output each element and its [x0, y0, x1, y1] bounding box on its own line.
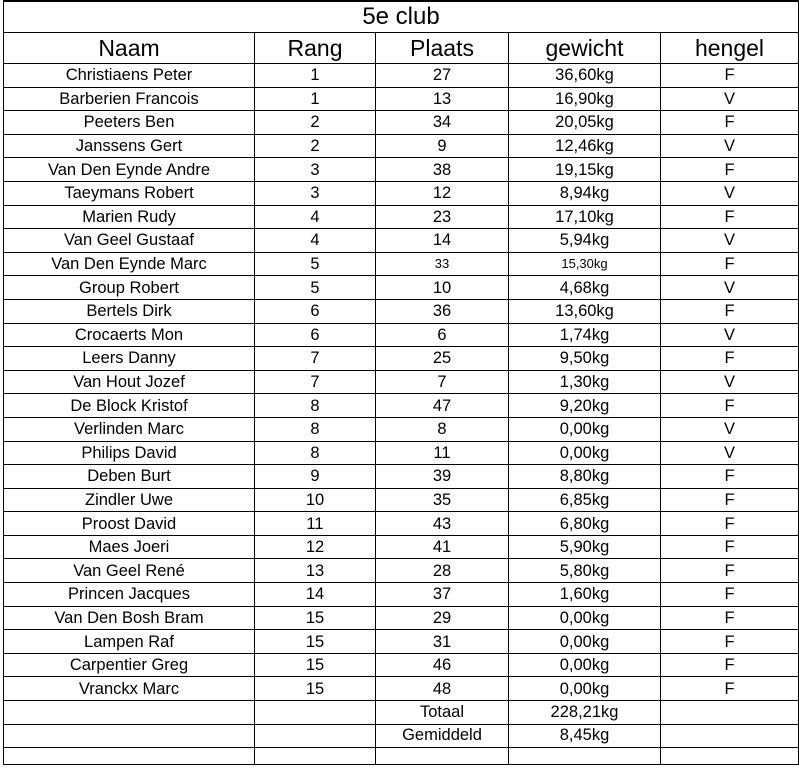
- cell-naam: Group Robert: [4, 276, 255, 300]
- cell-rang: 11: [255, 512, 376, 536]
- table-row: [4, 606, 799, 630]
- cell-plaats: 13: [376, 87, 509, 111]
- table-row: [4, 559, 799, 583]
- cell-naam: Marien Rudy: [4, 205, 255, 229]
- cell-rang: 7: [255, 370, 376, 394]
- cell-plaats: 31: [376, 630, 509, 654]
- summary-value: 228,21kg: [509, 701, 661, 725]
- table-row: [4, 205, 799, 229]
- cell-rang: 1: [255, 64, 376, 88]
- average-row: [4, 724, 799, 748]
- cell-plaats: 41: [376, 535, 509, 559]
- header-plaats: Plaats: [376, 33, 509, 64]
- cell-naam: Zindler Uwe: [4, 488, 255, 512]
- cell-rang: 9: [255, 465, 376, 489]
- table-row: [4, 229, 799, 253]
- cell-gewicht: 8,80kg: [509, 465, 661, 489]
- cell-plaats: 29: [376, 606, 509, 630]
- cell-plaats: 34: [376, 111, 509, 135]
- cell-hengel: F: [661, 205, 799, 229]
- cell-hengel: F: [661, 653, 799, 677]
- cell-naam: Deben Burt: [4, 465, 255, 489]
- cell-hengel: F: [661, 535, 799, 559]
- cell-gewicht: 16,90kg: [509, 87, 661, 111]
- cell-hengel: F: [661, 158, 799, 182]
- cell-naam: Peeters Ben: [4, 111, 255, 135]
- cell-gewicht: 8,94kg: [509, 181, 661, 205]
- cell-gewicht: 5,80kg: [509, 559, 661, 583]
- cell-plaats: 12: [376, 181, 509, 205]
- table-row: [4, 677, 799, 701]
- table-row: [4, 630, 799, 654]
- cell-plaats: 10: [376, 276, 509, 300]
- cell-gewicht: 12,46kg: [509, 134, 661, 158]
- cell-gewicht: 9,20kg: [509, 394, 661, 418]
- cell-gewicht: 0,00kg: [509, 630, 661, 654]
- cell-naam: Taeymans Robert: [4, 181, 255, 205]
- cell-plaats: 48: [376, 677, 509, 701]
- cell-gewicht: 17,10kg: [509, 205, 661, 229]
- cell-hengel: V: [661, 417, 799, 441]
- cell-naam: Verlinden Marc: [4, 417, 255, 441]
- cell-naam: Leers Danny: [4, 347, 255, 371]
- cell-rang: 2: [255, 111, 376, 135]
- cell-gewicht: 9,50kg: [509, 347, 661, 371]
- table-row: [4, 441, 799, 465]
- cell-plaats: 35: [376, 488, 509, 512]
- cell-hengel: F: [661, 394, 799, 418]
- cell-gewicht: 13,60kg: [509, 299, 661, 323]
- cell-rang: 3: [255, 158, 376, 182]
- results-table: [3, 0, 799, 765]
- cell-plaats: 38: [376, 158, 509, 182]
- cell-naam: De Block Kristof: [4, 394, 255, 418]
- cell-naam: Van Geel Gustaaf: [4, 229, 255, 253]
- cell-plaats: 36: [376, 299, 509, 323]
- header-hengel: hengel: [661, 33, 799, 64]
- cell-plaats: 37: [376, 583, 509, 607]
- cell-gewicht: 1,30kg: [509, 370, 661, 394]
- table-row: [4, 87, 799, 111]
- cell-hengel: V: [661, 276, 799, 300]
- cell-rang: 5: [255, 252, 376, 276]
- cell-plaats: 23: [376, 205, 509, 229]
- summary-label: Gemiddeld: [376, 724, 509, 748]
- cell-hengel: F: [661, 64, 799, 88]
- cell-hengel: V: [661, 229, 799, 253]
- cell-plaats: 47: [376, 394, 509, 418]
- cell-naam: Janssens Gert: [4, 134, 255, 158]
- cell-hengel: F: [661, 299, 799, 323]
- cell-naam: Bertels Dirk: [4, 299, 255, 323]
- cell-hengel: F: [661, 252, 799, 276]
- cell-gewicht: 0,00kg: [509, 653, 661, 677]
- cell-gewicht: 0,00kg: [509, 606, 661, 630]
- cell-gewicht: 15,30kg: [509, 252, 661, 276]
- cell-rang: 15: [255, 630, 376, 654]
- empty-cell: [376, 748, 509, 765]
- cell-naam: Van Den Eynde Andre: [4, 158, 255, 182]
- summary-label: Totaal: [376, 701, 509, 725]
- cell-hengel: V: [661, 370, 799, 394]
- header-gewicht: gewicht: [509, 33, 661, 64]
- cell-hengel: F: [661, 606, 799, 630]
- table-row: [4, 299, 799, 323]
- cell-hengel: V: [661, 323, 799, 347]
- cell-plaats: 43: [376, 512, 509, 536]
- cell-hengel: F: [661, 347, 799, 371]
- table-row: [4, 276, 799, 300]
- cell-rang: 5: [255, 276, 376, 300]
- empty-cell: [255, 748, 376, 765]
- cell-rang: 3: [255, 181, 376, 205]
- cell-rang: 2: [255, 134, 376, 158]
- cell-naam: Barberien Francois: [4, 87, 255, 111]
- empty-cell: [661, 724, 799, 748]
- cell-plaats: 9: [376, 134, 509, 158]
- cell-gewicht: 4,68kg: [509, 276, 661, 300]
- cell-plaats: 7: [376, 370, 509, 394]
- empty-cell: [255, 701, 376, 725]
- cell-plaats: 14: [376, 229, 509, 253]
- cell-rang: 13: [255, 559, 376, 583]
- cell-gewicht: 6,85kg: [509, 488, 661, 512]
- empty-cell: [509, 748, 661, 765]
- table-row: [4, 512, 799, 536]
- cell-naam: Proost David: [4, 512, 255, 536]
- cell-gewicht: 36,60kg: [509, 64, 661, 88]
- empty-cell: [661, 748, 799, 765]
- cell-rang: 4: [255, 229, 376, 253]
- empty-cell: [4, 724, 255, 748]
- table-row: [4, 134, 799, 158]
- cell-rang: 12: [255, 535, 376, 559]
- empty-cell: [255, 724, 376, 748]
- cell-gewicht: 0,00kg: [509, 677, 661, 701]
- header-rang: Rang: [255, 33, 376, 64]
- cell-gewicht: 6,80kg: [509, 512, 661, 536]
- cell-plaats: 39: [376, 465, 509, 489]
- table-row: [4, 417, 799, 441]
- table-row: [4, 64, 799, 88]
- cell-hengel: F: [661, 111, 799, 135]
- empty-cell: [4, 701, 255, 725]
- cell-gewicht: 0,00kg: [509, 417, 661, 441]
- cell-plaats: 6: [376, 323, 509, 347]
- cell-naam: Van Geel René: [4, 559, 255, 583]
- total-row: [4, 701, 799, 725]
- cell-rang: 15: [255, 677, 376, 701]
- cell-rang: 14: [255, 583, 376, 607]
- header-row: [4, 33, 799, 64]
- cell-rang: 8: [255, 394, 376, 418]
- cell-naam: Van Hout Jozef: [4, 370, 255, 394]
- table-row: [4, 465, 799, 489]
- cell-hengel: V: [661, 87, 799, 111]
- cell-gewicht: 20,05kg: [509, 111, 661, 135]
- table-row: [4, 252, 799, 276]
- table-row: [4, 394, 799, 418]
- cell-naam: Crocaerts Mon: [4, 323, 255, 347]
- cell-gewicht: 1,60kg: [509, 583, 661, 607]
- table-row: [4, 535, 799, 559]
- cell-plaats: 8: [376, 417, 509, 441]
- cell-rang: 6: [255, 323, 376, 347]
- cell-naam: Christiaens Peter: [4, 64, 255, 88]
- cell-gewicht: 5,90kg: [509, 535, 661, 559]
- cell-naam: Philips David: [4, 441, 255, 465]
- cell-gewicht: 1,74kg: [509, 323, 661, 347]
- cell-gewicht: 5,94kg: [509, 229, 661, 253]
- table-title: 5e club: [4, 1, 799, 33]
- cell-rang: 7: [255, 347, 376, 371]
- cell-rang: 10: [255, 488, 376, 512]
- table-row: [4, 653, 799, 677]
- header-naam: Naam: [4, 33, 255, 64]
- cell-plaats: 28: [376, 559, 509, 583]
- cell-hengel: F: [661, 559, 799, 583]
- cell-plaats: 11: [376, 441, 509, 465]
- cell-gewicht: 19,15kg: [509, 158, 661, 182]
- table-row: [4, 323, 799, 347]
- cell-naam: Maes Joeri: [4, 535, 255, 559]
- cell-hengel: V: [661, 181, 799, 205]
- cell-plaats: 27: [376, 64, 509, 88]
- cell-naam: Van Den Bosh Bram: [4, 606, 255, 630]
- cell-hengel: F: [661, 630, 799, 654]
- cell-naam: Carpentier Greg: [4, 653, 255, 677]
- cell-hengel: F: [661, 488, 799, 512]
- table-row: [4, 488, 799, 512]
- table-row: [4, 583, 799, 607]
- cell-naam: Lampen Raf: [4, 630, 255, 654]
- cell-plaats: 46: [376, 653, 509, 677]
- cell-naam: Vranckx Marc: [4, 677, 255, 701]
- cell-plaats: 33: [376, 252, 509, 276]
- cell-naam: Van Den Eynde Marc: [4, 252, 255, 276]
- table-row: [4, 111, 799, 135]
- cell-plaats: 25: [376, 347, 509, 371]
- cell-hengel: F: [661, 465, 799, 489]
- cell-hengel: V: [661, 441, 799, 465]
- table-row: [4, 181, 799, 205]
- cell-rang: 15: [255, 606, 376, 630]
- cell-rang: 8: [255, 441, 376, 465]
- table-row: [4, 370, 799, 394]
- blank-row: [4, 748, 799, 765]
- cell-gewicht: 0,00kg: [509, 441, 661, 465]
- table-row: [4, 158, 799, 182]
- cell-rang: 6: [255, 299, 376, 323]
- cell-naam: Princen Jacques: [4, 583, 255, 607]
- cell-rang: 4: [255, 205, 376, 229]
- cell-hengel: F: [661, 512, 799, 536]
- empty-cell: [661, 701, 799, 725]
- summary-value: 8,45kg: [509, 724, 661, 748]
- cell-rang: 8: [255, 417, 376, 441]
- cell-hengel: F: [661, 583, 799, 607]
- table-row: [4, 347, 799, 371]
- empty-cell: [4, 748, 255, 765]
- cell-rang: 15: [255, 653, 376, 677]
- cell-hengel: V: [661, 134, 799, 158]
- cell-hengel: F: [661, 677, 799, 701]
- cell-rang: 1: [255, 87, 376, 111]
- title-row: [4, 1, 799, 33]
